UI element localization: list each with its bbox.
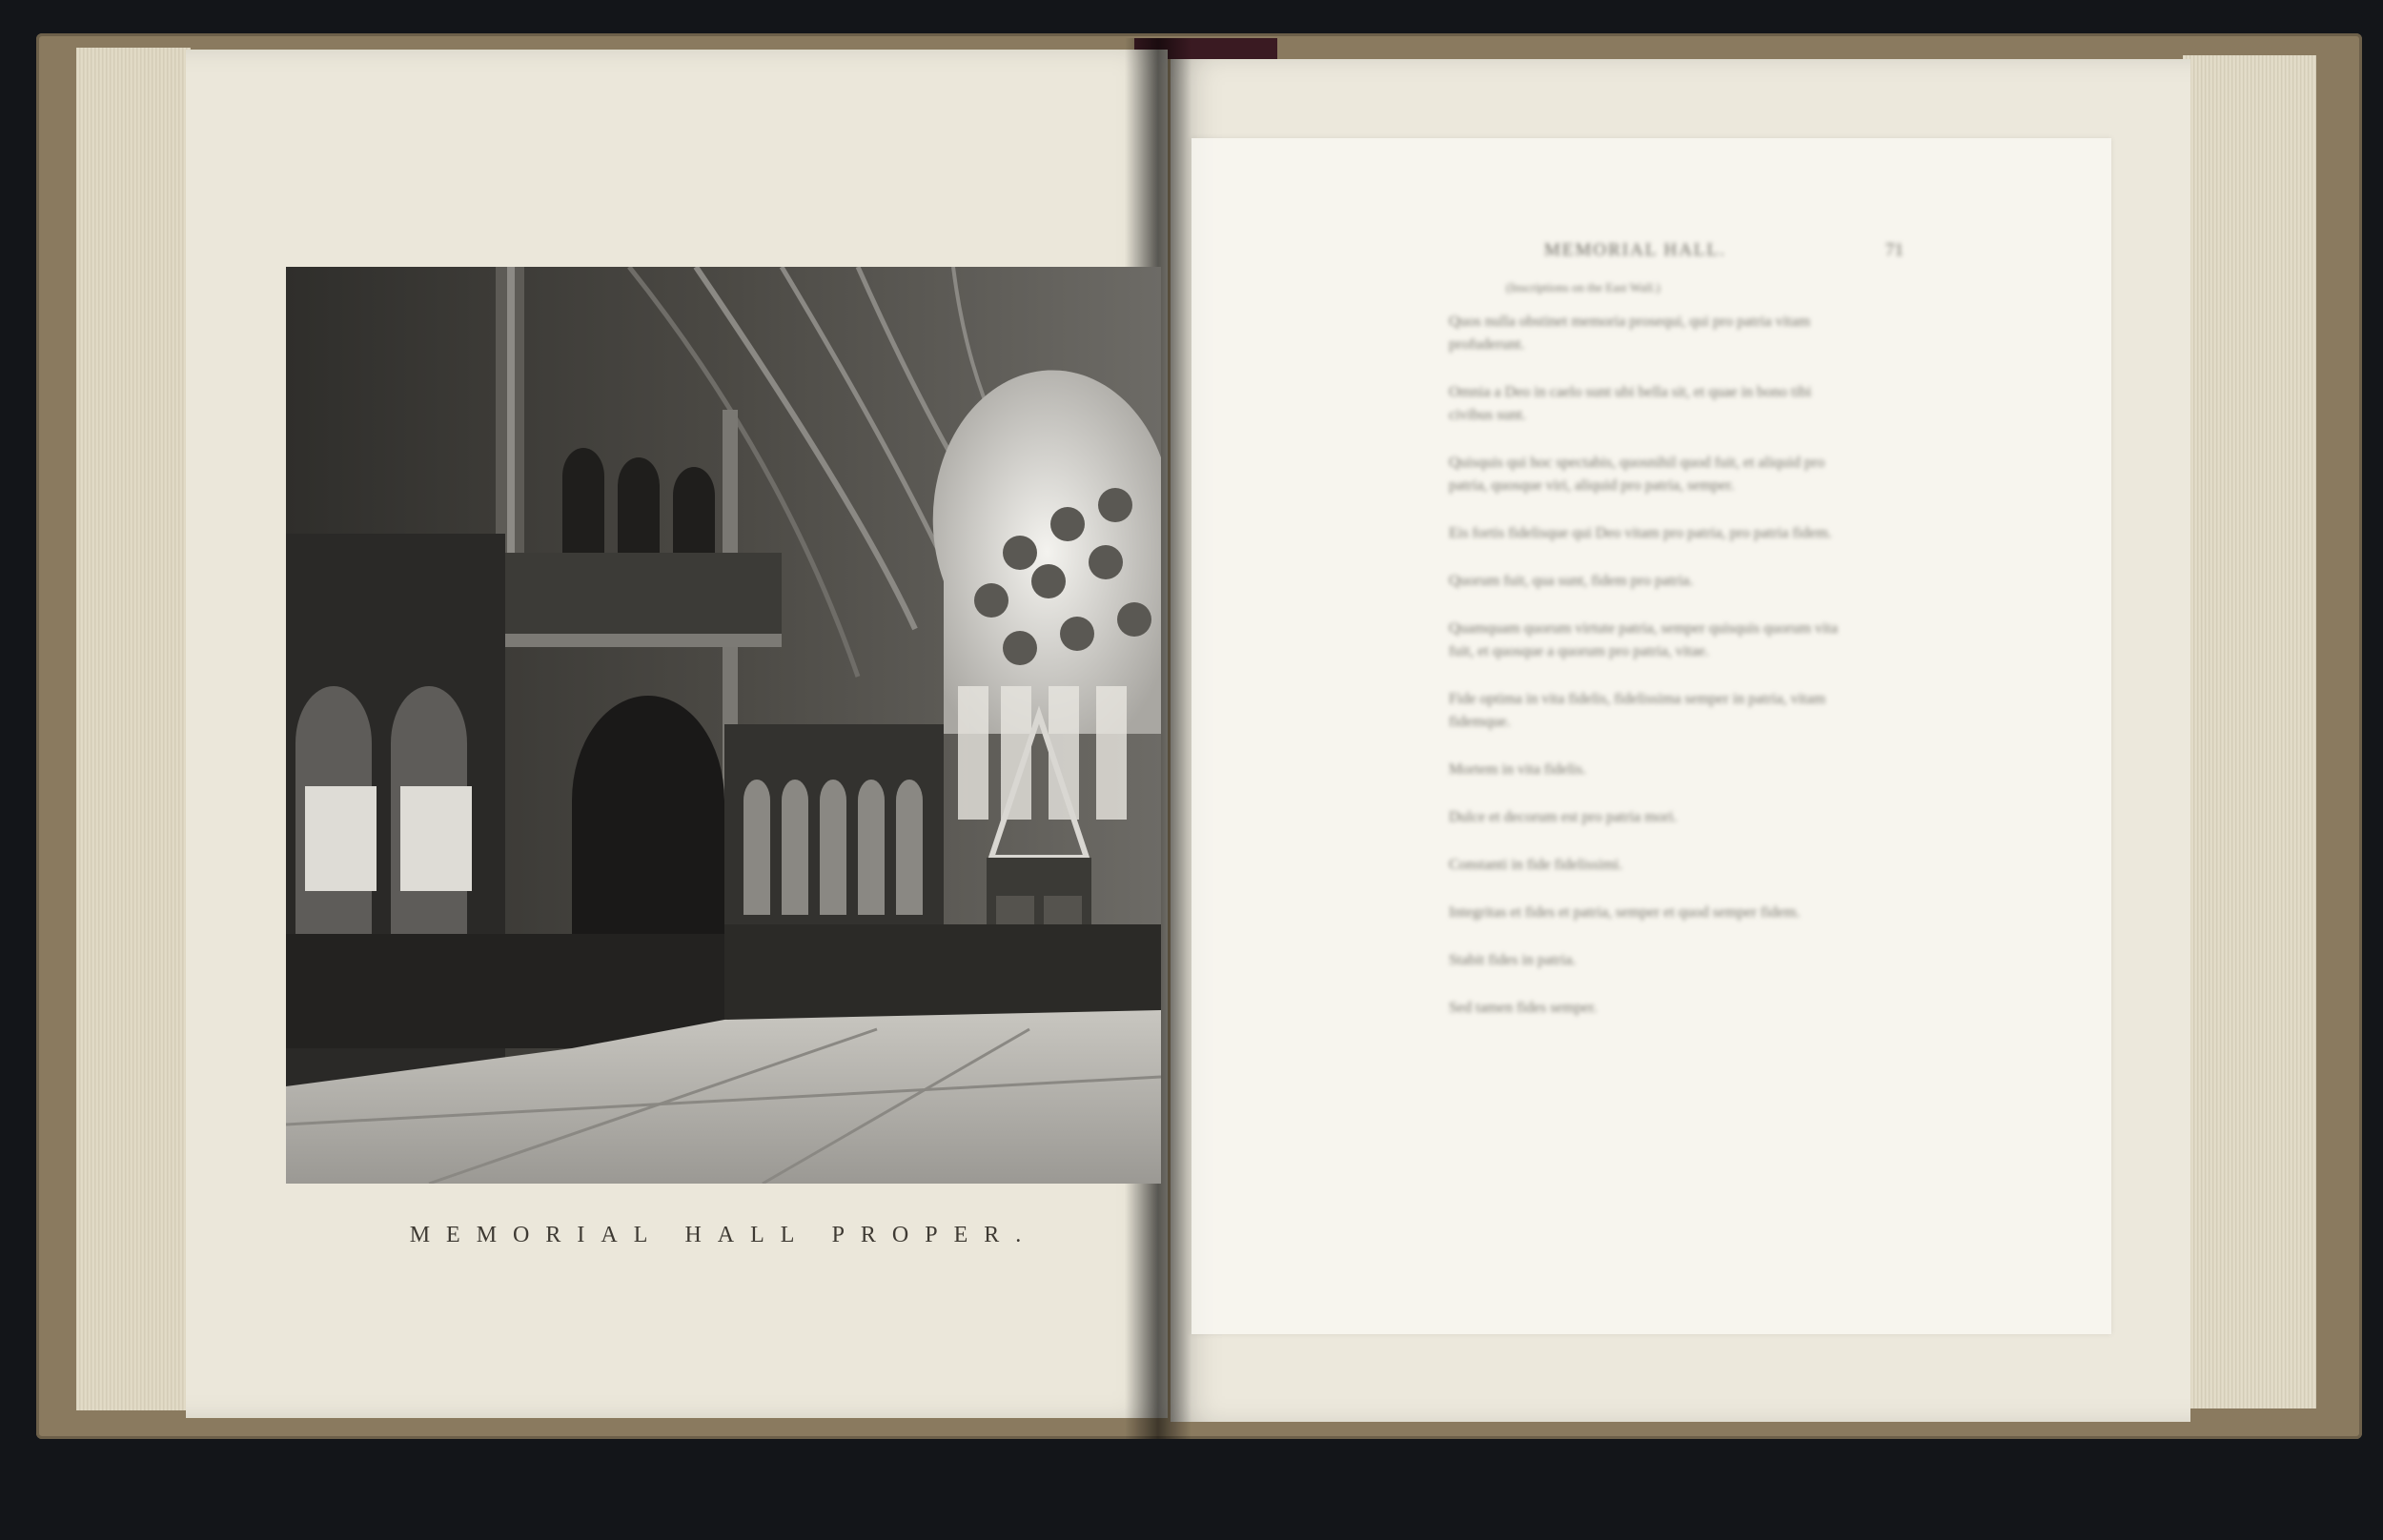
inscription-paragraph: Quamquam quorum virtute patria, semper quisquis quorum vita fuit, et quosque a quorum pro patria, vitae.	[1449, 620, 1838, 659]
page-number: 71	[1885, 240, 1904, 260]
photo-caption: MEMORIAL HALL PROPER.	[409, 1223, 1038, 1247]
show-through-text	[1449, 276, 1849, 1044]
left-page-edges	[76, 48, 191, 1410]
inscription-note: (Inscriptions on the East Wall.)	[1506, 280, 1660, 294]
inscription-paragraph: Quorum fuit, qua sunt, fidem pro patria.	[1449, 573, 1694, 589]
inscription-paragraph: Constanti in fide fidelissimi.	[1449, 857, 1623, 873]
inscription-paragraph: Eis fortis fidelisque qui Deo vitam pro patria, pro patria fidem.	[1449, 525, 1832, 541]
inscription-paragraph: Mortem in vita fidelis.	[1449, 761, 1586, 778]
hall-interior-illustration	[286, 267, 1161, 1184]
running-title: MEMORIAL HALL.	[1544, 240, 1726, 260]
inscription-paragraph: Omnia a Deo in caelo sunt ubi bella sit, et quae in bono tibi civibus sunt.	[1449, 384, 1812, 423]
memorial-hall-photograph	[286, 267, 1161, 1184]
inscription-paragraph: Stabit fides in patria.	[1449, 952, 1577, 968]
inscription-paragraph: Sed tamen fides semper.	[1449, 1000, 1598, 1016]
inscription-paragraph: Fide optima in vita fidelis, fidelissima semper in patria, vitam fidemque.	[1449, 691, 1826, 730]
inscription-paragraph: Quisquis qui hoc spectabis, quosnihil quod fuit, et aliquid pro patria, quosque viri, aliquid pro patria, semper.	[1449, 455, 1825, 494]
inscription-paragraph: Dulce et decorum est pro patria mori.	[1449, 809, 1678, 825]
inscription-paragraph: Quos nulla obstinet memoria prosequi, qui pro patria vitam profuderunt.	[1449, 314, 1811, 353]
right-page-edges	[2183, 55, 2316, 1408]
inscription-paragraph: Integritas et fides et patria, semper et quod semper fidem.	[1449, 904, 1801, 921]
